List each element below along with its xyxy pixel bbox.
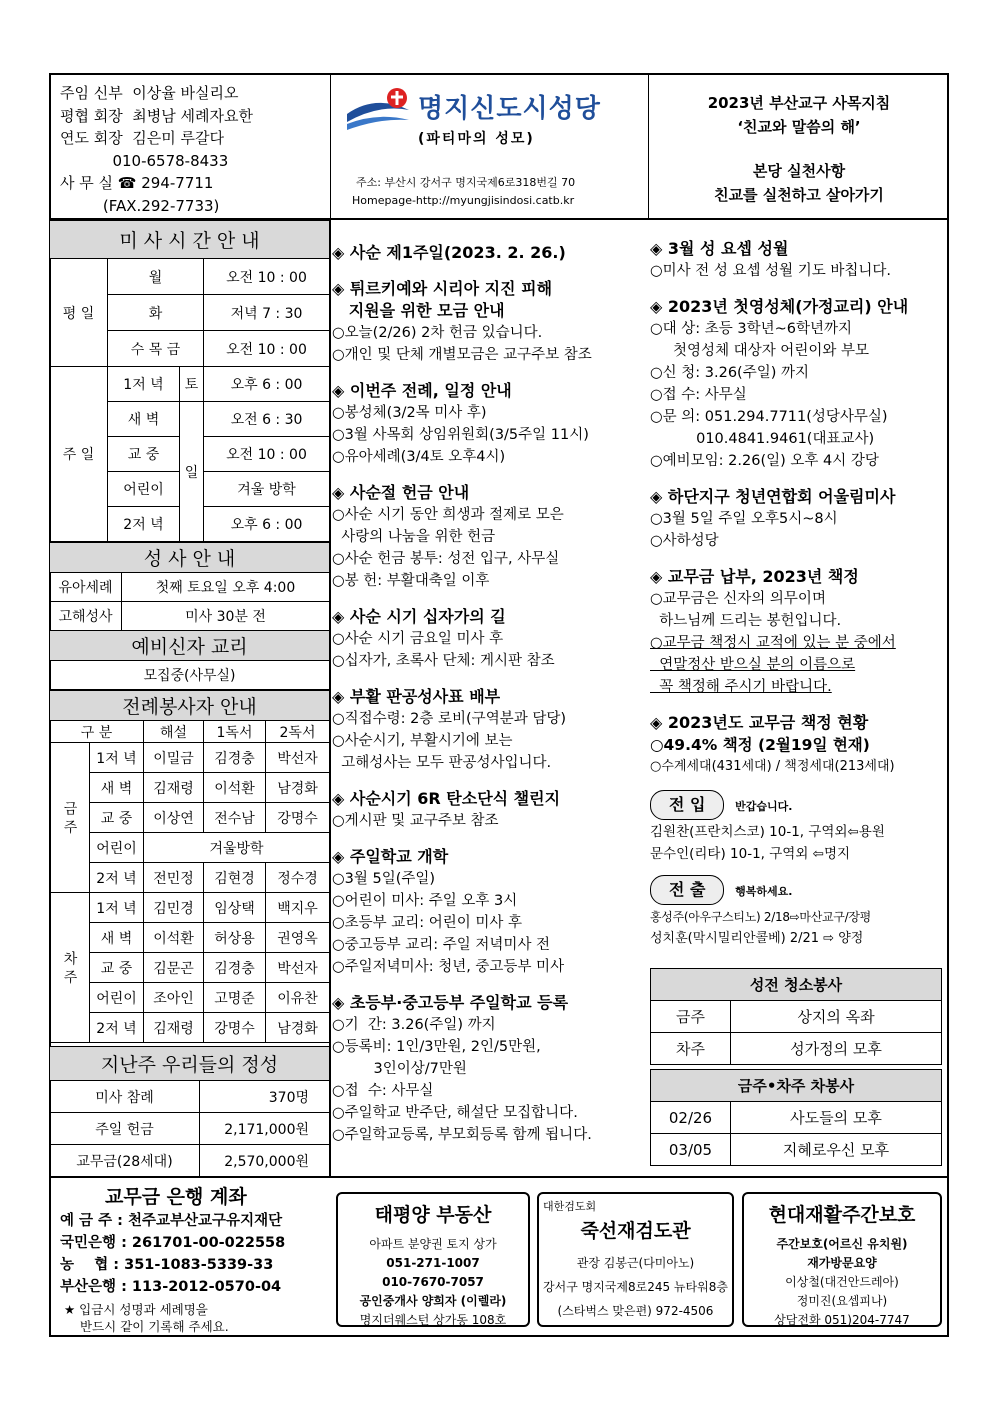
server-name: 이석환 — [204, 773, 266, 803]
notice-line: ○3월 5일 주일 오후5시~8시 — [650, 511, 838, 527]
notice-line: ○봉 헌: 부활대축일 이후 — [332, 573, 490, 589]
motto-line: 친교를 실천하고 살아가기 — [714, 186, 884, 204]
server-mass: 새 벽 — [90, 923, 144, 953]
cleaning-group: 성가정의 모후 — [731, 1033, 942, 1065]
notice-heading: ◈ 부활 판공성사표 배부 — [332, 687, 501, 706]
server-name: 이밀금 — [144, 743, 204, 773]
mass-day: 어린이 — [108, 472, 180, 507]
church-logo-icon — [345, 84, 411, 134]
move-out-badge: 전 출 — [650, 875, 724, 905]
move-out-greeting: 행복하세요. — [735, 885, 793, 898]
contact-line: 사 무 실 ☎ 294-7711 — [60, 174, 214, 192]
servers-header: 구 분 — [50, 721, 144, 743]
notice-line: ○등록비: 1인/3만원, 2인/5만원, — [332, 1039, 541, 1055]
notice-heading: ◈ 하단지구 청년연합회 어울림미사 — [650, 487, 896, 506]
right-column — [650, 238, 945, 950]
mass-day: 1저 녁 — [108, 367, 180, 402]
ad-name: 현대재활주간보호 — [768, 1204, 916, 1226]
motto-line: 2023년 부산교구 사목지침 — [707, 94, 891, 112]
cleaning-week: 차주 — [651, 1033, 731, 1065]
server-mass: 1저 녁 — [90, 893, 144, 923]
ad-kendo — [537, 1192, 734, 1327]
mass-day: 수 목 금 — [108, 331, 204, 367]
server-name: 박선자 — [266, 743, 330, 773]
server-name: 김재령 — [144, 773, 204, 803]
servers-header: 1독서 — [204, 721, 266, 743]
ad-line: 051-271-1007 — [386, 1256, 480, 1270]
notice-line: 첫영성체 대상자 어린이와 부모 — [650, 343, 869, 359]
sacrament-info: 첫째 토요일 오후 4:00 — [122, 573, 330, 602]
server-name: 김재령 — [144, 1013, 204, 1043]
notice-line: ○문 의: 051.294.7711(성당사무실) — [650, 409, 888, 425]
server-name: 이상연 — [144, 803, 204, 833]
church-subtitle: (파티마의 성모) — [418, 131, 535, 147]
servers-table — [49, 690, 330, 1043]
bank-accounts — [60, 1210, 285, 1298]
notice-line: ○유아세례(3/4토 오후4시) — [332, 449, 506, 465]
ad-name: 죽선재검도관 — [580, 1220, 691, 1242]
move-in-badge: 전 입 — [650, 790, 724, 820]
server-name: 임상택 — [204, 893, 266, 923]
notice-line: ○수계세대(431세대) / 책정세대(213세대) — [650, 759, 895, 774]
saturday-label: 토 — [180, 367, 204, 402]
mass-schedule-table — [49, 220, 330, 542]
notice-line: ○대 상: 초등 3학년~6학년까지 — [650, 321, 853, 337]
server-name: 김현경 — [204, 863, 266, 893]
notice-line: 고해성사는 모두 판공성사입니다. — [332, 755, 552, 771]
server-mass: 교 중 — [90, 953, 144, 983]
notice-heading: ◈ 2023년도 교무금 책정 현황 — [650, 713, 869, 732]
ad-line: 아파트 분양권 토지 상가 — [369, 1237, 497, 1251]
server-name: 허상용 — [204, 923, 266, 953]
mass-time: 오전 10 : 00 — [204, 259, 330, 295]
ad-line: 명지더웨스턴 상가동 108호 — [359, 1313, 507, 1327]
notice-heading: ◈ 2023년 첫영성체(가정교리) 안내 — [650, 297, 909, 316]
mass-day: 2저 녁 — [108, 507, 180, 542]
move-in-line: 김원찬(프란치스코) 10-1, 구역외⇦용원 — [650, 824, 885, 840]
cleaning-week: 금주 — [651, 1001, 731, 1033]
vehicle-table — [650, 1069, 942, 1166]
notice-heading: 지원을 위한 모금 안내 — [332, 301, 505, 320]
server-name: 김경충 — [204, 743, 266, 773]
next-week-label: 차 주 — [50, 893, 90, 1043]
server-mass: 2저 녁 — [90, 1013, 144, 1043]
offering-title: 지난주 우리들의 정성 — [50, 1047, 330, 1081]
move-out-line: 성치훈(막시밀리안콜베) 2/21 ⇨ 양정 — [650, 931, 864, 946]
offering-table — [49, 1046, 330, 1177]
notice-heading: ◈ 사순 제1주일(2023. 2. 26.) — [332, 243, 566, 262]
notice-heading: ◈ 초등부·중고등부 주일학교 등록 — [332, 993, 569, 1012]
notice-line: ○사순 헌금 봉투: 성전 입구, 사무실 — [332, 551, 560, 567]
this-week-label: 금 주 — [50, 743, 90, 893]
bank-note: ★ 입금시 성명과 세례명을 — [64, 1302, 208, 1317]
mass-time: 겨울 방학 — [204, 472, 330, 507]
server-name: 전민정 — [144, 863, 204, 893]
server-mass: 어린이 — [90, 833, 144, 863]
notice-line: ○신 청: 3.26(주일) 까지 — [650, 365, 810, 381]
server-name: 강명수 — [204, 1013, 266, 1043]
notice-line: ○사하성당 — [650, 533, 719, 549]
notice-heading: ◈ 사순절 헌금 안내 — [332, 483, 470, 502]
offering-name: 미사 참례 — [50, 1081, 200, 1113]
notice-underlined: 꼭 책정해 주시기 바랍니다. — [650, 679, 832, 695]
mass-day: 새 벽 — [108, 402, 180, 437]
move-out-line: 홍성주(아우구스티노) 2/18⇨마산교구/장평 — [650, 910, 871, 924]
notice-underlined: ○교무금 책정시 교적에 있는 분 중에서 — [650, 635, 896, 651]
notice-heading: ◈ 3월 성 요셉 성월 — [650, 239, 789, 258]
ad-name: 태평양 부동산 — [374, 1204, 492, 1226]
notice-line: ○미사 전 성 요셉 성월 기도 바칩니다. — [650, 263, 892, 279]
church-name: 명지신도시성당 — [418, 94, 601, 124]
mass-time: 오후 6 : 00 — [204, 507, 330, 542]
server-mass: 새 벽 — [90, 773, 144, 803]
header-divider — [648, 75, 649, 219]
bank-title: 교무금 은행 계좌 — [105, 1186, 247, 1208]
contact-line: 연도 회장 김은미 루갈다 — [60, 129, 224, 147]
notice-heading: ◈ 사순시기 6R 탄소단식 챌린지 — [332, 789, 561, 808]
server-name: 권영옥 — [266, 923, 330, 953]
ad-daycare — [742, 1192, 942, 1327]
notice-line: ○오늘(2/26) 2차 헌금 있습니다. — [332, 325, 543, 341]
notice-line: ○직접수령: 2층 로비(구역분과 담당) — [332, 711, 566, 727]
notice-line: ○개인 및 단체 개별모금은 교구주보 참조 — [332, 347, 592, 363]
catechumen-title: 예비신자 교리 — [50, 631, 330, 661]
contact-line: 010-6578-8433 — [60, 151, 229, 170]
ad-line: (스타벅스 맞은편) 972-4506 — [557, 1304, 714, 1318]
notice-line: ○사순시기, 부활시기에 보는 — [332, 733, 513, 749]
church-homepage[interactable]: Homepage-http://myungjisindosi.catb.kr — [352, 194, 575, 207]
sacrament-name: 고해성사 — [50, 602, 122, 631]
server-name: 이석환 — [144, 923, 204, 953]
catechumen-info: 모집중(사무실) — [50, 661, 330, 690]
server-name: 조아인 — [144, 983, 204, 1013]
ad-realestate — [336, 1192, 530, 1327]
vehicle-date: 03/05 — [651, 1134, 731, 1166]
mass-time: 저녁 7 : 30 — [204, 295, 330, 331]
mass-time: 오전 6 : 30 — [204, 402, 330, 437]
sacrament-name: 유아세례 — [50, 573, 122, 602]
vehicle-group: 사도들의 모후 — [731, 1102, 942, 1134]
church-address: 주소: 부산시 강서구 명지국제6로318번길 70 — [356, 176, 576, 189]
notice-heading: ◈ 주일학교 개학 — [332, 847, 449, 866]
bank-line: 예 금 주 : 천주교부산교구유지재단 — [60, 1213, 283, 1229]
offering-name: 주일 헌금 — [50, 1113, 200, 1145]
cleaning-table — [650, 968, 942, 1065]
server-name: 남경화 — [266, 1013, 330, 1043]
move-in-greeting: 반갑습니다. — [735, 800, 793, 813]
server-mass: 어린이 — [90, 983, 144, 1013]
server-name: 강명수 — [266, 803, 330, 833]
notice-line: ○49.4% 책정 (2월19일 현재) — [650, 736, 870, 754]
offering-name: 교무금(28세대) — [50, 1145, 200, 1177]
header-divider — [330, 75, 331, 219]
server-name: 박선자 — [266, 953, 330, 983]
server-name: 정수경 — [266, 863, 330, 893]
server-name: 이유찬 — [266, 983, 330, 1013]
ad-line: 상담전화 051)204-7747 — [774, 1313, 910, 1327]
notice-heading: ◈ 튀르키예와 시리아 지진 피해 — [332, 279, 553, 298]
sacrament-title: 성 사 안 내 — [50, 543, 330, 573]
notice-line: ○중고등부 교리: 주일 저녁미사 전 — [332, 937, 551, 953]
column-divider — [329, 218, 331, 1176]
notice-line: ○접 수: 사무실 — [332, 1083, 434, 1099]
notice-line: ○주일저녁미사: 청년, 중고등부 미사 — [332, 959, 565, 975]
move-in-line: 문수인(리타) 10-1, 구역외 ⇦명지 — [650, 846, 851, 862]
notice-line: ○게시판 및 교구주보 참조 — [332, 813, 499, 829]
server-mass: 1저 녁 — [90, 743, 144, 773]
vehicle-group: 지혜로우신 모후 — [731, 1134, 942, 1166]
mass-day: 월 — [108, 259, 204, 295]
cleaning-group: 상지의 옥좌 — [731, 1001, 942, 1033]
server-name: 전수남 — [204, 803, 266, 833]
ad-line: 공인중개사 양희자 (이렐라) — [359, 1294, 507, 1308]
server-name: 김민경 — [144, 893, 204, 923]
bank-note: 반드시 같이 기록해 주세요. — [80, 1319, 229, 1334]
motto-line: ‘친교와 말씀의 해’ — [737, 118, 861, 136]
offering-value: 370명 — [200, 1081, 330, 1113]
ad-line: 010-7670-7057 — [382, 1275, 484, 1289]
notice-line: ○주일학교등록, 부모회등록 함께 됩니다. — [332, 1127, 592, 1143]
notice-heading: ◈ 이번주 전례, 일정 안내 — [332, 381, 512, 400]
ad-line: 이상철(대건안드레아) — [785, 1275, 899, 1289]
notice-line: ○접 수: 사무실 — [650, 387, 747, 403]
server-name: 고명준 — [204, 983, 266, 1013]
contact-line: (FAX.292-7733) — [60, 196, 220, 215]
sunday-day-label: 일 — [180, 402, 204, 542]
vehicle-title: 금주•차주 차봉사 — [651, 1070, 942, 1102]
middle-column — [332, 242, 640, 1146]
server-merged: 겨울방학 — [144, 833, 330, 863]
server-mass: 교 중 — [90, 803, 144, 833]
notice-line: ○기 간: 3.26(주일) 까지 — [332, 1017, 496, 1033]
notice-line: ○초등부 교리: 어린이 미사 후 — [332, 915, 523, 931]
servers-title: 전례봉사자 안내 — [50, 691, 330, 721]
ad-line: 재가방문요양 — [807, 1256, 877, 1270]
sunday-label: 주 일 — [50, 367, 108, 542]
notice-line: ○어린이 미사: 주일 오후 3시 — [332, 893, 518, 909]
ad-line: 관장 김봉근(다미아노) — [576, 1256, 695, 1270]
bank-line: 농 협 : 351-1083-5339-33 — [60, 1257, 274, 1273]
contact-line: 평협 회장 최병남 세례자요한 — [60, 106, 253, 125]
notice-line: ○3월 5일(주일) — [332, 871, 436, 887]
ad-line: 주간보호(어르신 유치원) — [776, 1237, 908, 1251]
server-name: 백지우 — [266, 893, 330, 923]
ad-tag: 대한검도회 — [543, 1200, 597, 1213]
contact-line: 주임 신부 이상율 바실리오 — [60, 84, 239, 102]
notice-line: 010.4841.9461(대표교사) — [650, 431, 875, 447]
motto-line: 본당 실천사항 — [752, 162, 846, 180]
mass-time: 오전 10 : 00 — [204, 331, 330, 367]
notice-underlined: 연말정산 받으실 분의 이름으로 — [650, 657, 856, 673]
mass-day: 화 — [108, 295, 204, 331]
server-name: 남경화 — [266, 773, 330, 803]
notice-line: 하느님께 드리는 봉헌입니다. — [650, 613, 842, 629]
server-name: 김문곤 — [144, 953, 204, 983]
header-contacts — [60, 82, 253, 217]
ad-line: 강서구 명지국제8로245 뉴타워8층 — [543, 1280, 728, 1294]
notice-line: ○사순 시기 금요일 미사 후 — [332, 631, 504, 647]
cleaning-title: 성전 청소봉사 — [651, 969, 942, 1001]
notice-line: ○예비모임: 2.26(일) 오후 4시 강당 — [650, 453, 879, 469]
offering-value: 2,171,000원 — [200, 1113, 330, 1145]
notice-line: ○사순 시기 동안 희생과 절제로 모은 — [332, 507, 564, 523]
bottom-separator — [49, 1176, 949, 1178]
sacrament-info: 미사 30분 전 — [122, 602, 330, 631]
server-name: 김경충 — [204, 953, 266, 983]
notice-line: ○교무금은 신자의 의무이며 — [650, 591, 826, 607]
mass-schedule-title: 미 사 시 간 안 내 — [50, 221, 330, 259]
sacrament-table — [49, 542, 330, 690]
server-mass: 2저 녁 — [90, 863, 144, 893]
vehicle-date: 02/26 — [651, 1102, 731, 1134]
notice-line: 3인이상/7만원 — [332, 1061, 467, 1077]
notice-heading: ◈ 교무금 납부, 2023년 책정 — [650, 567, 859, 586]
notice-heading: ◈ 사순 시기 십자가의 길 — [332, 607, 506, 626]
notice-line: ○3월 사목회 상임위원회(3/5주일 11시) — [332, 427, 589, 443]
bank-line: 부산은행 : 113-2012-0570-04 — [60, 1279, 282, 1295]
notice-line: ○주일학교 반주단, 해설단 모집합니다. — [332, 1105, 578, 1121]
mass-time: 오후 6 : 00 — [204, 367, 330, 402]
bank-line: 국민은행 : 261701-00-022558 — [60, 1235, 286, 1251]
servers-header: 해설 — [144, 721, 204, 743]
ad-line: 정미진(요셉피나) — [796, 1294, 888, 1308]
weekday-label: 평 일 — [50, 259, 108, 367]
notice-line: ○봉성체(3/2목 미사 후) — [332, 405, 487, 421]
mass-time: 오전 10 : 00 — [204, 437, 330, 472]
offering-value: 2,570,000원 — [200, 1145, 330, 1177]
notice-line: 사랑의 나눔을 위한 헌금 — [332, 529, 496, 545]
notice-line: ○십자가, 초록사 단체: 게시판 참조 — [332, 653, 555, 669]
servers-header: 2독서 — [266, 721, 330, 743]
mass-day: 교 중 — [108, 437, 180, 472]
